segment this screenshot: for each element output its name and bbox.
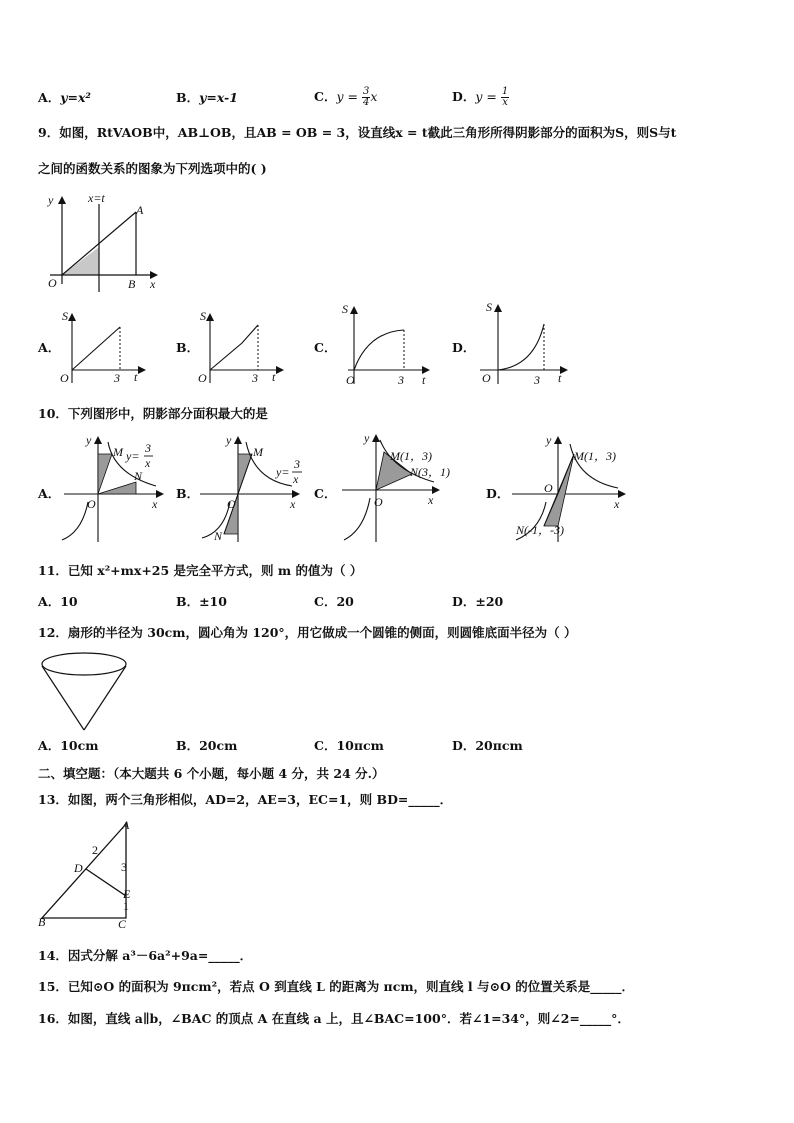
svg-text:3: 3: [398, 373, 404, 387]
svg-text:t: t: [134, 370, 138, 384]
svg-text:O: O: [227, 497, 236, 511]
svg-text:x: x: [145, 456, 151, 470]
svg-text:y=: y=: [126, 449, 140, 463]
q13-stem: 13．如图，两个三角形相似，AD=2，AE=3，EC=1，则 BD=_____．: [38, 792, 453, 807]
q12-option-c: C．10πcm: [314, 738, 384, 753]
q10-option-c-letter: C．: [314, 486, 337, 501]
svg-text:y: y: [226, 433, 232, 447]
svg-text:M: M: [113, 445, 123, 459]
svg-text:3: 3: [114, 371, 120, 385]
q10-option-a-graph: [56, 430, 176, 548]
svg-text:S: S: [342, 302, 348, 316]
q9-stem-line2: 之间的函数关系的图象为下列选项中的( ): [38, 161, 267, 176]
q9-option-d-letter: D．: [452, 340, 476, 355]
q14-stem: 14．因式分解 a³－6a²+9a=_____．: [38, 948, 253, 963]
svg-text:y=: y=: [276, 465, 290, 479]
svg-text:M: M: [253, 445, 263, 459]
label-y: y: [48, 193, 54, 207]
svg-text:A: A: [122, 818, 130, 832]
svg-text:3: 3: [534, 373, 540, 387]
label-a: A: [136, 203, 144, 217]
svg-text:S: S: [200, 309, 206, 323]
svg-text:D: D: [74, 861, 83, 875]
svg-text:1: 1: [123, 899, 129, 913]
s-curve: [210, 325, 258, 370]
label-line: x=t: [88, 192, 105, 205]
svg-text:S: S: [62, 309, 68, 323]
label-b: B: [128, 277, 136, 291]
s-curve: [72, 327, 120, 370]
svg-text:O: O: [482, 371, 491, 385]
q12-cone-figure: [38, 650, 134, 734]
svg-text:M(1，3): M(1，3): [574, 449, 616, 463]
cone-side-left: [42, 666, 84, 730]
svg-text:E: E: [123, 887, 131, 901]
svg-text:N(3，1): N(3，1): [410, 465, 450, 479]
q9-option-b-graph: [196, 305, 286, 387]
q11-option-d: D．±20: [452, 594, 504, 609]
q9-option-a-graph: [58, 305, 148, 387]
svg-text:N(-1，-3): N(-1，-3): [516, 523, 564, 537]
svg-text:O: O: [346, 373, 355, 387]
svg-text:x: x: [428, 493, 434, 507]
svg-text:O: O: [374, 495, 383, 509]
q10-option-c-graph: [334, 430, 468, 548]
q12-option-a: A．10cm: [38, 738, 99, 753]
q11-stem: 11．已知 x²+mx+25 是完全平方式，则 m 的值为（ ）: [38, 563, 363, 578]
svg-text:O: O: [60, 371, 69, 385]
svg-text:N: N: [214, 529, 223, 543]
q9-option-a-letter: A．: [38, 340, 61, 355]
q12-option-d: D．20πcm: [452, 738, 523, 753]
q12-stem: 12．扇形的半径为 30cm，圆心角为 120°，用它做成一个圆锥的侧面，则圆锥底面半径为（ ）: [38, 625, 577, 640]
q9-option-c-letter: C．: [314, 340, 337, 355]
q10-option-a-letter: A．: [38, 486, 61, 501]
svg-text:x: x: [290, 497, 296, 511]
svg-text:2: 2: [92, 843, 98, 857]
svg-text:x: x: [152, 497, 158, 511]
q10-option-d-letter: D．: [486, 486, 510, 501]
q10-option-b-letter: B．: [176, 486, 200, 501]
svg-text:y: y: [364, 431, 370, 445]
svg-text:B: B: [38, 915, 46, 929]
svg-text:3: 3: [145, 441, 151, 455]
shaded-triangle-m: [98, 454, 112, 494]
q12-option-b: B．20cm: [176, 738, 238, 753]
q10-stem: 10．下列图形中，阴影部分面积最大的是: [38, 406, 268, 421]
svg-text:x: x: [614, 497, 620, 511]
q8-option-d: D．y = $\frac{1}{x}$: [452, 86, 509, 108]
svg-text:t: t: [272, 370, 276, 384]
svg-text:N: N: [134, 469, 143, 483]
q8-option-a: A．y=x²: [38, 90, 91, 105]
s-curve: [498, 324, 544, 370]
svg-text:O: O: [198, 371, 207, 385]
cone-base: [42, 653, 126, 675]
q9-option-d-graph: [472, 296, 572, 388]
svg-text:S: S: [486, 300, 492, 314]
svg-text:y: y: [86, 433, 92, 447]
q9-option-c-graph: [334, 298, 434, 388]
q11-option-b: B．±10: [176, 594, 227, 609]
triangle-abc: [42, 824, 126, 918]
segment-de: [86, 869, 126, 896]
q9-stem-line1: 9．如图，RtVAOB中，AB⊥OB，且AB = OB = 3，设直线x = t截此三角形所得阴影部分的面积为S，则S与t: [38, 125, 677, 140]
hyperbola-q3: [344, 498, 370, 540]
section-heading-fill-in: 二、填空题：（本大题共 6 个小题，每小题 4 分，共 24 分.）: [38, 766, 385, 781]
hyperbola-q3: [62, 502, 88, 540]
q16-stem: 16．如图，直线 a∥b，∠BAC 的顶点 A 在直线 a 上，且∠BAC=100°．若∠1=34°，则∠2=_____°．: [38, 1011, 630, 1026]
q10-option-b-graph: [196, 430, 308, 548]
cone-side-right: [84, 666, 126, 730]
svg-text:y: y: [546, 433, 552, 447]
label-o: O: [48, 276, 57, 290]
q8-option-c: C．y = $\frac{3}{4}$ x: [314, 86, 378, 108]
q10-option-d-graph: [508, 430, 632, 548]
svg-text:O: O: [87, 497, 96, 511]
svg-text:x: x: [293, 472, 299, 486]
svg-text:M(1，3): M(1，3): [390, 449, 432, 463]
q9-option-b-letter: B．: [176, 340, 200, 355]
q8-option-b: B．y=x-1: [176, 90, 238, 105]
q13-triangle-figure: [34, 816, 144, 932]
label-x: x: [150, 277, 156, 291]
svg-text:O: O: [544, 481, 553, 495]
q11-option-c: C．20: [314, 594, 354, 609]
svg-text:t: t: [422, 373, 426, 387]
svg-text:3: 3: [252, 371, 258, 385]
svg-text:3: 3: [121, 860, 127, 874]
q9-main-figure: [36, 192, 166, 292]
s-curve: [354, 330, 404, 370]
q15-stem: 15．已知⊙O 的面积为 9πcm²，若点 O 到直线 L 的距离为 πcm，则直线 l 与⊙O 的位置关系是_____．: [38, 979, 634, 994]
shaded-triangle-n: [98, 482, 136, 494]
q11-option-a: A．10: [38, 594, 78, 609]
svg-text:t: t: [558, 371, 562, 385]
svg-text:3: 3: [294, 457, 300, 471]
svg-text:C: C: [118, 917, 127, 931]
